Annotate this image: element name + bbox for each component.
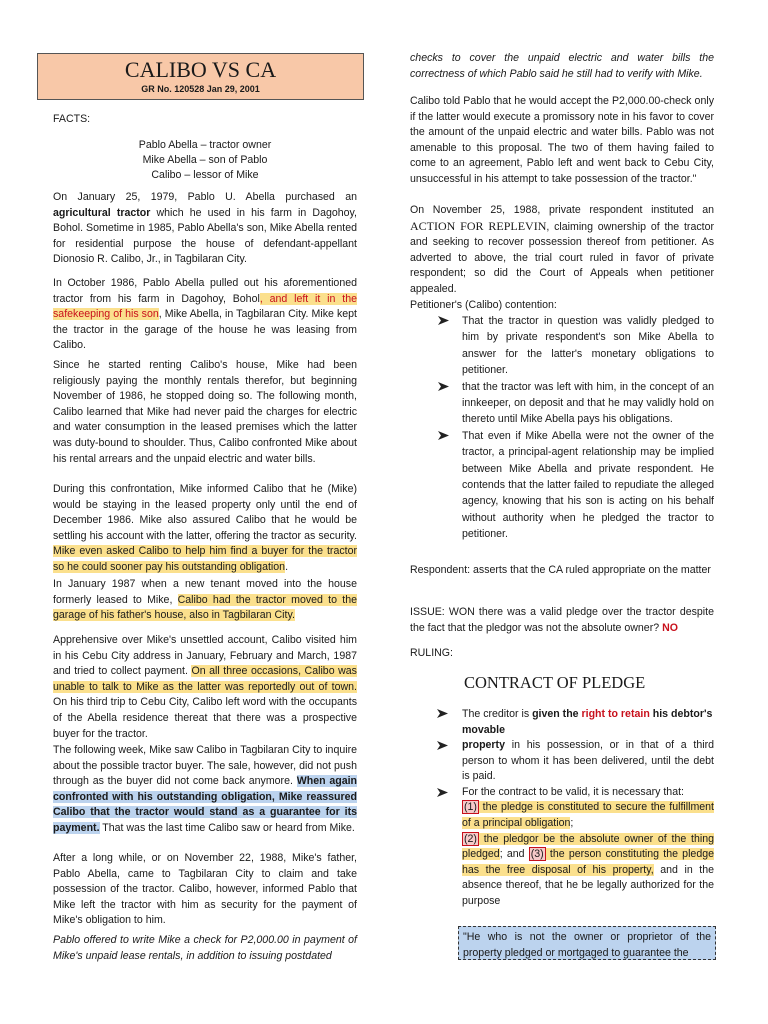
- ruling-label: RULING:: [410, 647, 453, 659]
- arrow-bullet-icon: [438, 428, 449, 440]
- list-item: That even if Mike Abella were not the owner of the tractor, a principal-agent relationship may be implied between Mike Abella and private respondent. He contends that the latter failed to repudiate the alleged agency, knowing that his son is acting on his behalf without authority when he pledged the tractor to petitioner.: [410, 428, 714, 543]
- arrow-bullet-icon: [437, 706, 448, 718]
- list-item: The creditor is given the right to retain his debtor's movable: [410, 706, 714, 738]
- facts-paragraph: Apprehensive over Mike's unsettled account, Calibo visited him in his Cebu City address in January, February and March, 1987 and tried to collect payment. On all three occasions, Calibo was unable to talk to Mike as the latter was reportedly out of town. On his third trip to Cebu City, Calibo left word with the occupants of the Abella residence thereat that there was a prospective buyer for the tractor.: [53, 634, 357, 740]
- case-citation: GR No. 120528 Jan 29, 2001: [141, 84, 260, 94]
- persons-list: [53, 138, 357, 183]
- facts-paragraph: checks to cover the unpaid electric and water bills the correctness of which Pablo said he still had to verify with Mike.: [410, 52, 714, 80]
- person-line: Pablo Abella – tractor owner: [138, 139, 272, 151]
- facts-paragraph: In October 1986, Pablo Abella pulled out his aforementioned tractor from his farm in Dagohoy, Bohol, and left it in the safekeeping of his son, Mike Abella, in Tagbilaran City. Mike kept the tractor in the garage of the house he was leasing from Calibo.: [53, 277, 357, 352]
- list-item: That the tractor in question was validly pledged to him by private respondent's son Mike Abella to answer for the latter's monetary obligations to petitioner.: [410, 313, 714, 379]
- facts-paragraph: On November 25, 1988, private respondent instituted an ACTION FOR REPLEVIN, claiming ownership of the tractor and seeking to recover possession thereof from petitioner. As adverted to above, the trial court ruled in favor of private respondent; so did the Court of Appeals when petitioner appealed.: [410, 204, 715, 295]
- arrow-bullet-icon: [437, 785, 448, 797]
- facts-paragraph: In January 1987 when a new tenant moved into the house formerly leased to Mike, Calibo had the tractor moved to the garage of his father's house, also in Tagbilaran City.: [53, 578, 357, 622]
- issue-paragraph: ISSUE: WON there was a valid pledge over the tractor despite the fact that the pledgor was not the absolute owner? NO: [410, 606, 714, 634]
- facts-paragraph: After a long while, or on November 22, 1988, Mike's father, Pablo Abella, came to Tagbilaran City to claim and take possession of the tractor. Calibo, however, informed Pablo that Mike left the tractor with him as security for the payment of Mike's obligation to him.: [53, 852, 357, 927]
- quote-box: "He who is not the owner or proprietor of the property pledged or mortgaged to guarantee the: [458, 926, 716, 960]
- contract-of-pledge-heading: CONTRACT OF PLEDGE: [464, 673, 646, 692]
- contentions-list: [410, 313, 714, 543]
- arrow-bullet-icon: [438, 379, 449, 391]
- facts-paragraph: Calibo told Pablo that he would accept the P2,000.00-check only if the latter would execute a promissory note in his favor to cover the amount of the unpaid electric and water bills. Pablo was not amenable to this proposal. The two of them having failed to come to an agreement, Pablo left and went back to Cebu City, unsuccessful in his attempt to take possession of the tractor.": [410, 95, 714, 185]
- arrow-bullet-icon: [438, 313, 449, 325]
- list-item: that the tractor was left with him, in the concept of an innkeeper, on deposit and that he may validly hold on thereto until Mike Abella pays his obligations.: [410, 379, 714, 428]
- requirement-number: (2): [464, 832, 477, 845]
- list-item: property in his possession, or in that of a third person to whom it has been delivered, until the debt is paid.: [410, 738, 714, 785]
- contention-label: Petitioner's (Calibo) contention:: [410, 299, 557, 311]
- facts-label: FACTS:: [53, 113, 91, 125]
- facts-paragraph: On January 25, 1979, Pablo U. Abella purchased an agricultural tractor which he used in his farm in Dagohoy, Bohol. Sometime in 1985, Pablo Abella's son, Mike Abella rented for residential purpose the house of defendant-appellant Dionosio R. Calibo, Jr., in Tagbilaran City.: [53, 191, 357, 266]
- facts-paragraph: The following week, Mike saw Calibo in Tagbilaran City to inquire about the possible tractor buyer. The sale, however, did not push through as the buyer did not come back anymore. When again confronted with his outstanding obligation, Mike reassured Calibo that the tractor would stand as a guarantee for its payment. That was the last time Calibo saw or heard from Mike.: [53, 744, 358, 834]
- facts-paragraph: During this confrontation, Mike informed Calibo that he (Mike) would be staying in the leased property only until the end of December 1986. Mike also assured Calibo that he would be settling his account with the latter, offering the tractor as security. Mike even asked Calibo to help him find a buyer for the tractor so he could sooner pay his outstanding obligation.: [53, 483, 357, 573]
- facts-paragraph: Since he started renting Calibo's house, Mike had been religiously paying the monthly rentals therefor, but beginning November of 1986, he stopped doing so. The following month, Calibo learned that Mike had never paid the charges for electric and water consumption in the leased premises which the latter was duty-bound to shoulder. Thus, Calibo confronted Mike about his rental arrears and the unpaid electric and water bills.: [53, 359, 357, 465]
- requirement-number: (1): [464, 801, 477, 814]
- title-box: [37, 53, 364, 100]
- list-item: For the contract to be valid, it is necessary that: (1) the pledge is constituted to secure the fulfillment of a principal obligation; (2) the pledgor be the absolute owner of the thing pledged; and (3) the person constituting the pledge has the free disposal of his property, and in the absence thereof, that he be legally authorized for the purpose: [410, 785, 714, 910]
- arrow-bullet-icon: [437, 738, 448, 750]
- requirement-number: (3): [530, 848, 544, 861]
- case-title: CALIBO VS CA: [124, 57, 277, 82]
- respondent-paragraph: Respondent: asserts that the CA ruled appropriate on the matter: [410, 564, 711, 576]
- ruling-list: [410, 706, 714, 910]
- person-line: Calibo – lessor of Mike: [151, 169, 259, 181]
- facts-paragraph: Pablo offered to write Mike a check for P2,000.00 in payment of Mike's unpaid lease rentals, in addition to issuing postdated: [53, 934, 357, 962]
- person-line: Mike Abella – son of Pablo: [142, 154, 268, 166]
